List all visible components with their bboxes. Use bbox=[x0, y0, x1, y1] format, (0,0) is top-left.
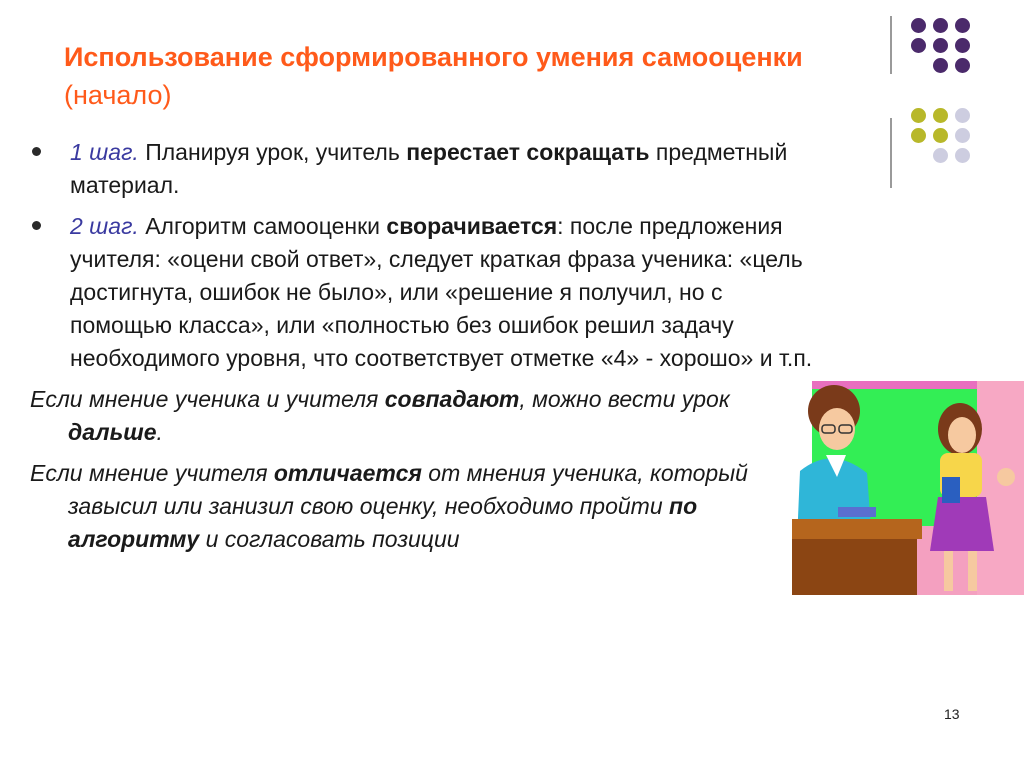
dot bbox=[955, 38, 970, 53]
text: . bbox=[156, 419, 163, 445]
emphasis: перестает сокращать bbox=[406, 139, 650, 165]
text: : после предложения учителя: «оцени свой ответ», следует краткая фраза ученика: «цель достигнута, ошибок не было», или «решение я получил, но с помощью класса», или «полностью без ошибок решил задачу необходимого уровня, что соответствует отметке «4» - хорошо» и т.п. bbox=[70, 213, 813, 371]
text: и согласовать позиции bbox=[199, 526, 460, 552]
dot bbox=[955, 18, 970, 33]
dot bbox=[955, 128, 970, 143]
dot bbox=[955, 148, 970, 163]
dot bbox=[911, 128, 926, 143]
classroom-illustration bbox=[792, 381, 1024, 595]
text: от мнения ученика, который завысил или занизил свою оценку, необходимо пройти bbox=[68, 460, 748, 519]
slide-body bbox=[30, 136, 830, 564]
step-label: 1 шаг. bbox=[70, 139, 139, 165]
bullet-marker bbox=[32, 221, 41, 230]
text: Планируя урок, учитель bbox=[138, 139, 407, 165]
paragraph-differ bbox=[30, 457, 830, 556]
dot bbox=[933, 38, 948, 53]
text: Алгоритм самооценки bbox=[138, 213, 387, 239]
dot bbox=[911, 38, 926, 53]
dot bbox=[933, 18, 948, 33]
dot bbox=[955, 108, 970, 123]
text: предметный материал. bbox=[70, 139, 788, 198]
dot bbox=[911, 18, 926, 33]
emphasis: дальше bbox=[68, 419, 157, 445]
dot bbox=[933, 58, 948, 73]
title-subtitle: (начало) bbox=[64, 80, 172, 110]
emphasis: отличается bbox=[273, 460, 422, 486]
dots-grid-top bbox=[911, 18, 971, 73]
dot bbox=[955, 58, 970, 73]
text: , можно вести урок bbox=[519, 386, 730, 412]
bullet-step-1 bbox=[30, 136, 830, 202]
dot bbox=[933, 108, 948, 123]
text: Если мнение учителя bbox=[30, 460, 274, 486]
bullet-marker bbox=[32, 147, 41, 156]
page-number: 13 bbox=[944, 706, 960, 722]
paragraph-agree bbox=[30, 383, 830, 449]
title-main: Использование сформированного умения самооценки bbox=[64, 42, 803, 72]
dot bbox=[933, 148, 948, 163]
emphasis: совпадают bbox=[384, 386, 520, 412]
divider-line-top bbox=[890, 16, 892, 74]
bullet-step-2 bbox=[30, 210, 830, 375]
dots-grid-bottom bbox=[911, 108, 971, 163]
step-label: 2 шаг. bbox=[70, 213, 139, 239]
slide-title bbox=[64, 40, 994, 112]
divider-line-bottom bbox=[890, 118, 892, 188]
dot bbox=[933, 128, 948, 143]
dot bbox=[911, 108, 926, 123]
emphasis: сворачивается bbox=[386, 213, 558, 239]
text: Если мнение ученика и учителя bbox=[30, 386, 385, 412]
emphasis: по алгоритму bbox=[68, 493, 698, 552]
